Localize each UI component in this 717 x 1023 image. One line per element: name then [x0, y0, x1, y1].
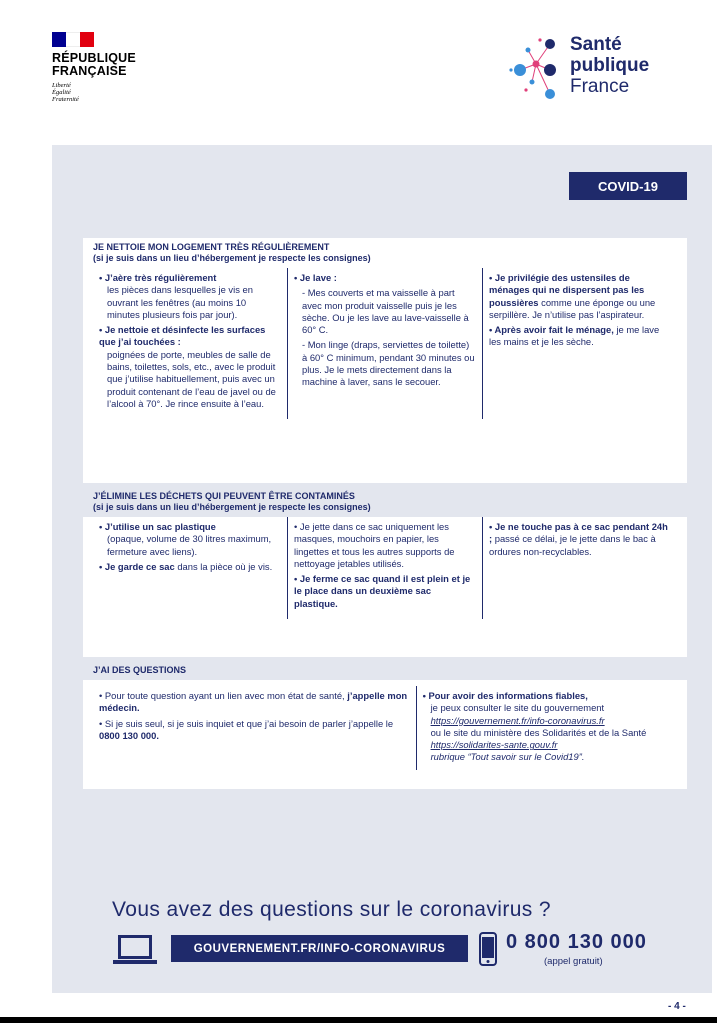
section-waste — [83, 487, 687, 657]
section-cleaning — [83, 238, 687, 483]
spf-line-3: France — [570, 76, 630, 97]
bottom-rule — [0, 1017, 717, 1023]
column: • Je lave : - Mes couverts et ma vaisselle à part avec mon produit vaisselle puis je les sèche. Ou je les lave au lave-vaisselle à 60° C. - Mon linge (draps, serviettes de toilette) à 60° C minimum, pendant 30 minutes ou plus. Je le mets directement dans la machine à laver, sans le secouer. — [287, 268, 482, 419]
phone-icon — [479, 932, 497, 966]
rf-name: RÉPUBLIQUE FRANÇAISE — [52, 51, 136, 78]
hotline-number: 0 800 130 000 — [506, 931, 647, 953]
flag-icon — [52, 32, 94, 47]
spf-line-1: Santé — [570, 34, 622, 55]
section-title: J’AI DES QUESTIONS — [83, 661, 687, 680]
solidarites-link[interactable]: https://solidarites-sante.gouv.fr — [430, 739, 558, 751]
column: • J’aère très régulièrement les pièces dans lesquelles je vis en ouvrant les fenêtres (au moins 10 minutes plusieurs fois par jour). • Je nettoie et désinfecte les surfaces que j’ai touchées : poignées de porte, meubles de salle de bains, toilettes, sols, etc., avec le produit que j’utilise habituellement, puis avec un produit contenant de l’eau de javel ou de l’alcool à 70°. Je rince ensuite à l’eau. — [99, 272, 276, 409]
column: • J’utilise un sac plastique (opaque, volume de 30 litres maximum, fermeture avec liens). • Je garde ce sac dans la pièce où je vis. — [99, 521, 273, 572]
info-coronavirus-button[interactable]: GOUVERNEMENT.FR/INFO-CORONAVIRUS — [171, 935, 468, 962]
republique-francaise-logo — [52, 32, 136, 103]
free-call-note: (appel gratuit) — [544, 956, 603, 967]
column: • Je ne touche pas à ce sac pendant 24h ; passé ce délai, je le jette dans le bac à ordures non-recyclables. — [482, 517, 677, 619]
section-questions — [83, 661, 687, 789]
page-number: - 4 - — [668, 1001, 686, 1012]
laptop-icon — [113, 933, 157, 967]
sante-publique-france-logo — [506, 30, 649, 110]
column: • Je jette dans ce sac uniquement les masques, mouchoirs en papier, les lingettes et tous les autres supports de nettoyage jetables utilisés. • Je ferme ce sac quand il est plein et je le place dans un deuxième sac plastique. — [287, 517, 482, 619]
questions-heading: Vous avez des questions sur le coronavirus ? — [112, 898, 552, 921]
covid-badge: COVID-19 — [569, 172, 687, 200]
section-title: J’ÉLIMINE LES DÉCHETS QUI PEUVENT ÊTRE CONTAMINÉS (si je suis dans un lieu d’hébergement je respecte les consignes) — [83, 487, 687, 517]
rf-motto: Liberté Égalité Fraternité — [52, 82, 79, 103]
spf-line-2: publique — [570, 55, 650, 76]
column: • Pour avoir des informations fiables, je peux consulter le site du gouvernement https://gouvernement.fr/info-coronavirus.fr ou le site du ministère des Solidarités et de la Santé https://solidarites-sante.gouv.fr rubrique “Tout savoir sur le Covid19”. — [416, 686, 677, 770]
gouvernement-link[interactable]: https://gouvernement.fr/info-coronavirus.fr — [430, 714, 605, 726]
molecule-icon — [506, 30, 566, 110]
column: • Pour toute question ayant un lien avec mon état de santé, j’appelle mon médecin. • Si je suis seul, si je suis inquiet et que j’ai besoin de parler j’appelle le 0800 130 000. — [99, 690, 408, 741]
section-title: JE NETTOIE MON LOGEMENT TRÈS RÉGULIÈREMENT (si je suis dans un lieu d’hébergement je respecte les consignes) — [93, 242, 371, 263]
column: • Je privilégie des ustensiles de ménages qui ne dispersent pas les poussières comme une éponge ou une serpillère. Je n’utilise pas l’aspirateur. • Après avoir fait le ménage, je me lave les mains et je les sèche. — [482, 268, 677, 419]
